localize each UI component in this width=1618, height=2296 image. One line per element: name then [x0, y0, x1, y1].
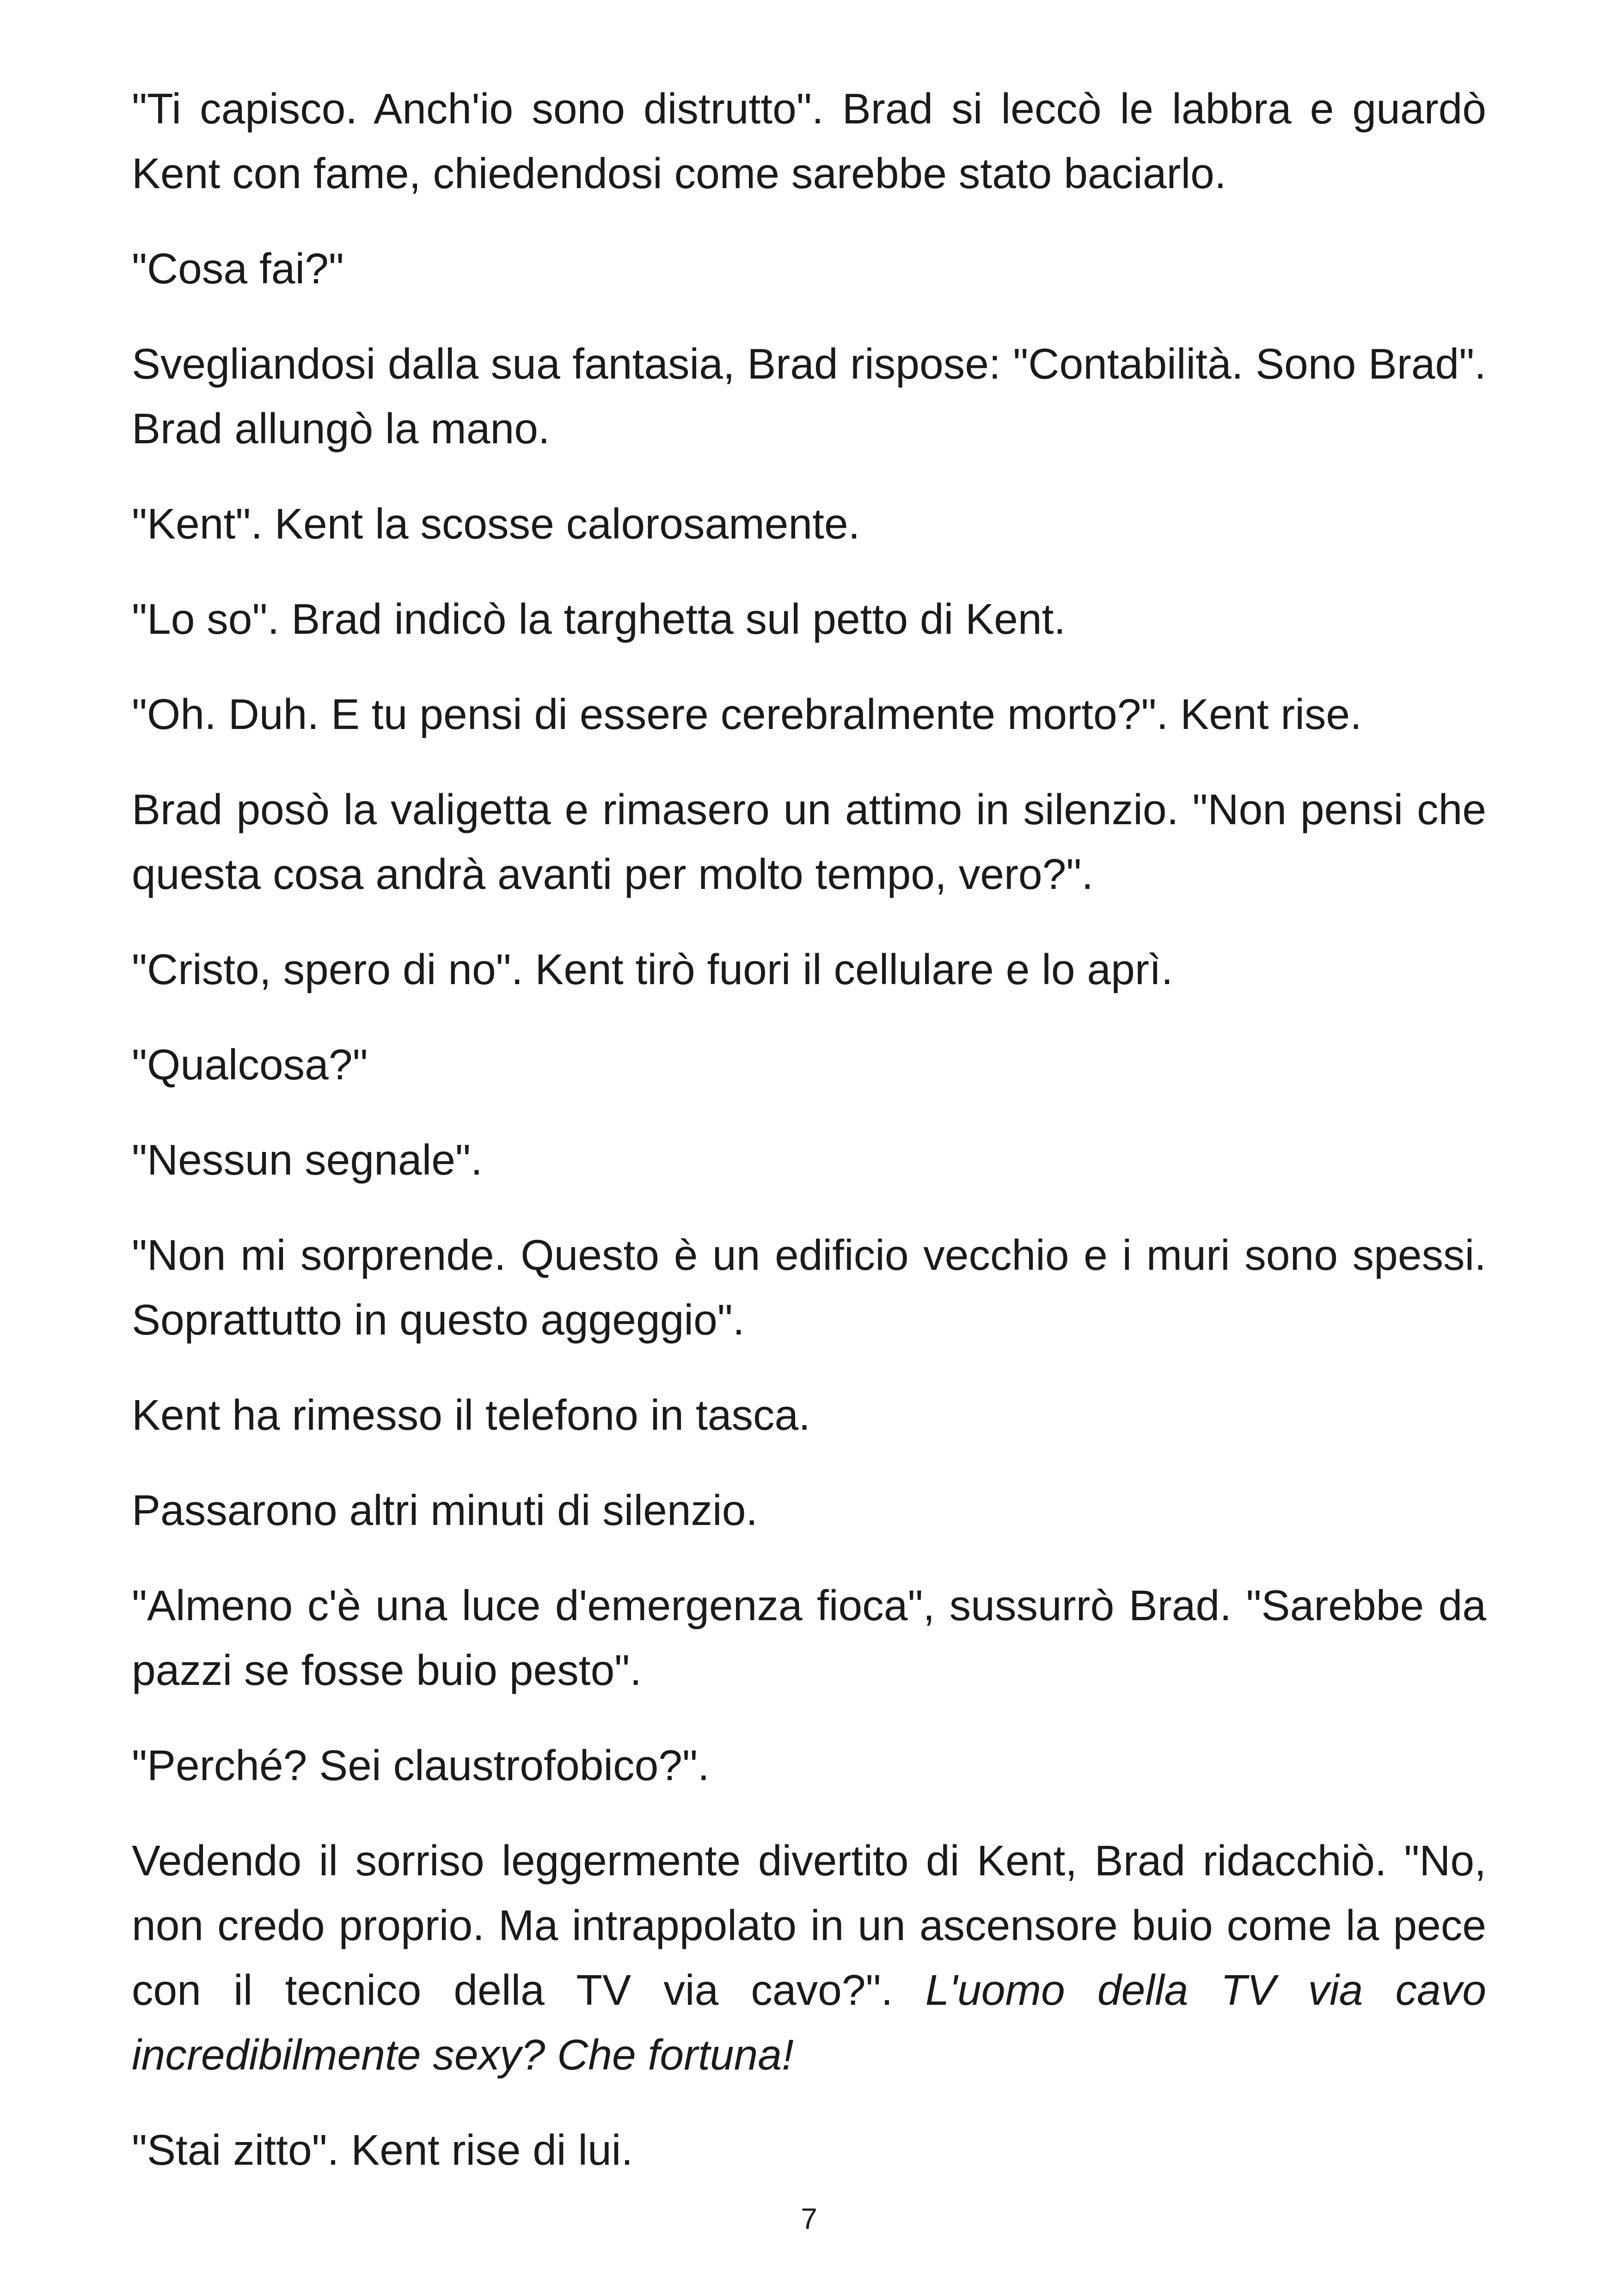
paragraph: "Ti capisco. Anch'io sono distrutto". Brad si leccò le labbra e guardò Kent con fame, chiedendosi come sarebbe stato baciarlo.: [132, 85, 1486, 197]
paragraph: "Cosa fai?": [132, 245, 344, 293]
paragraph: "Nessun segnale".: [132, 1136, 483, 1184]
paragraph: "Oh. Duh. E tu pensi di essere cerebralmente morto?". Kent rise.: [132, 690, 1362, 738]
paragraph: [132, 1828, 1486, 2087]
page-number: 7: [801, 2202, 817, 2235]
paragraph: Svegliandosi dalla sua fantasia, Brad rispose: "Contabilità. Sono Brad". Brad allungò la mano.: [132, 340, 1486, 453]
italic-thought: L'uomo della TV via cavo incredibilmente sexy? Che fortuna!: [132, 1966, 1486, 2079]
paragraph: Kent ha rimesso il telefono in tasca.: [132, 1391, 811, 1439]
paragraph: "Lo so". Brad indicò la targhetta sul petto di Kent.: [132, 595, 1066, 643]
paragraph: Brad posò la valigetta e rimasero un attimo in silenzio. "Non pensi che questa cosa andrà avanti per molto tempo, vero?".: [132, 785, 1486, 898]
paragraph: "Stai zitto". Kent rise di lui.: [132, 2126, 633, 2174]
body-text: [132, 76, 1486, 2182]
paragraph-text: Vedendo il sorriso leggermente divertito di Kent, Brad ridacchiò. "No, non credo proprio. Ma intrappolato in un ascensore buio come la pece con il tecnico della TV via cavo?".: [132, 1837, 1486, 2014]
paragraph: "Cristo, spero di no". Kent tirò fuori il cellulare e lo aprì.: [132, 945, 1173, 993]
paragraph: Passarono altri minuti di silenzio.: [132, 1486, 758, 1534]
paragraph: "Qualcosa?": [132, 1041, 368, 1089]
paragraph: "Perché? Sei claustrofobico?".: [132, 1741, 710, 1789]
paragraph: "Almeno c'è una luce d'emergenza fioca", sussurrò Brad. "Sarebbe da pazzi se fosse buio pesto".: [132, 1581, 1486, 1694]
paragraph: "Non mi sorprende. Questo è un edificio vecchio e i muri sono spessi. Soprattutto in questo aggeggio".: [132, 1231, 1486, 1344]
paragraph: "Kent". Kent la scosse calorosamente.: [132, 500, 860, 548]
